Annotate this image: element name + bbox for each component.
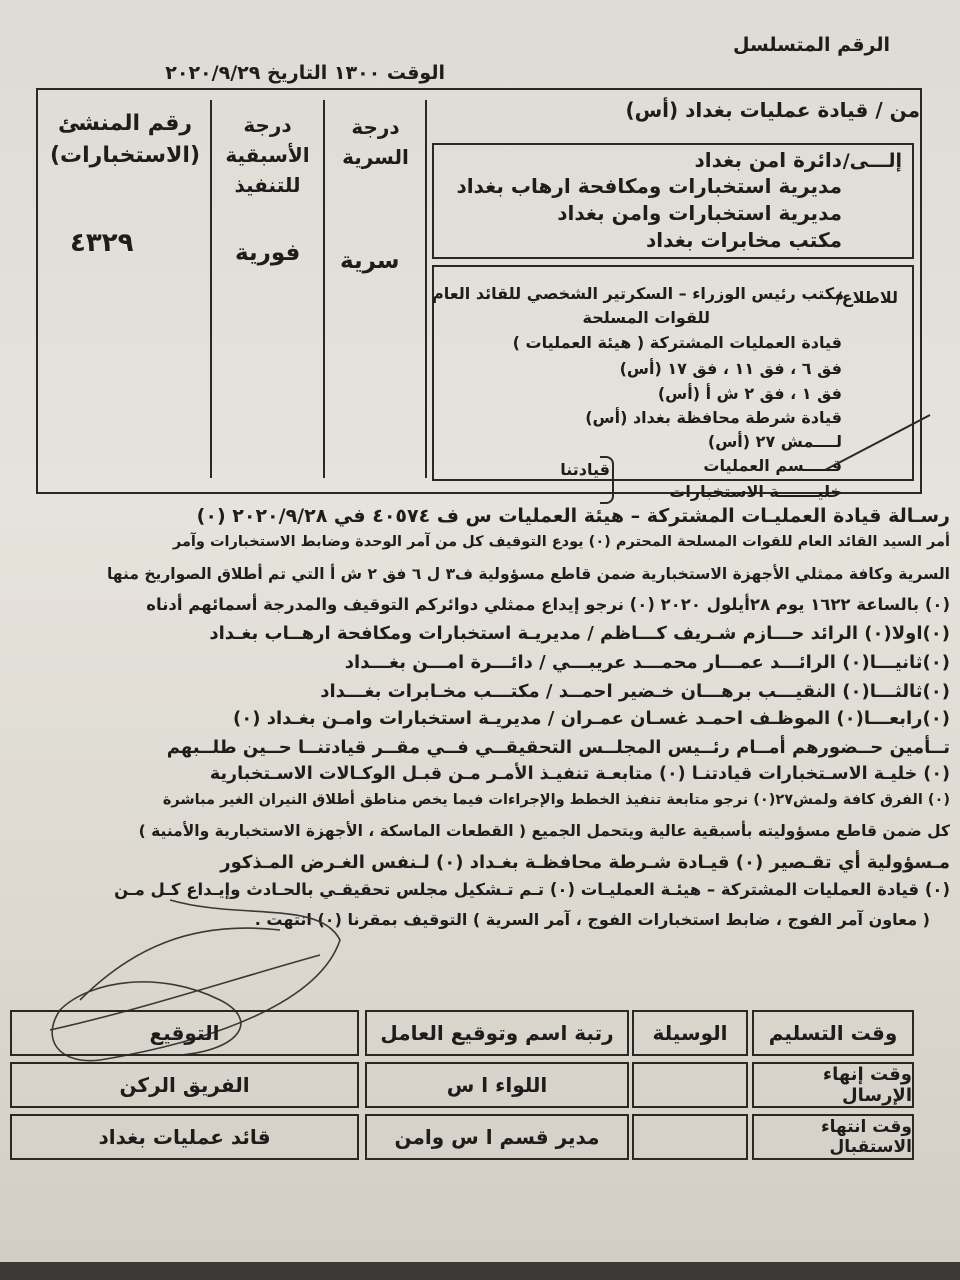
page-shadow xyxy=(0,1262,960,1280)
info-line: قيادة العمليات المشتركة ( هيئة العمليات ) xyxy=(512,333,842,352)
body-line: (٠)ثالثـــا(٠) النقيـــب برهـــان خـضير احمــد / مكتـــب مخـابرات بغـــداد xyxy=(320,681,950,702)
time-date-line: الوقت ١٣٠٠ التاريخ ٢٠٢٠/٩/٢٩ xyxy=(165,62,445,84)
footer-name-left: قائد عمليات بغداد xyxy=(10,1114,359,1160)
body-line: (٠) الفرق كافة ولمش٢٧(٠) نرجو متابعة تنفيذ الخطط والإجراءات فيما يخص مناطق أطلاق النيران الغير مباشرة xyxy=(162,792,950,808)
body-line: تــأمين حــضورهم أمــام رئــيس المجلــس التحقيقــي فــي مقــر قيادتنــا حــين طلــبهم xyxy=(166,737,950,758)
body-line: (٠)ثانيـــا(٠) الرائـــد عمـــار محمـــد عريبـــي / دائـــرة امـــن بغـــداد xyxy=(344,652,950,673)
sender-line: من / قيادة عمليات بغداد (أس) xyxy=(625,98,920,122)
footer-delivery-time: وقت التسليم xyxy=(752,1010,914,1056)
branch-operations: قـــــسم العمليات xyxy=(703,456,842,475)
info-line: قيادة شرطة محافظة بغداد (أس) xyxy=(585,408,842,427)
body-line: (٠)رابعـــا(٠) الموظـف احمـد غسـان عمـران / مديريـة استخبارات وامـن بغـداد (٠) xyxy=(233,708,950,729)
info-label: للاطلاع/ xyxy=(835,288,898,307)
footer-means-empty-2 xyxy=(632,1114,748,1160)
serial-number-label: الرقم المتسلسل xyxy=(733,34,890,56)
body-line: أمر السيد القائد العام للقوات المسلحة المحترم (٠) يودع التوقيف كل من آمر الوحدة وضابط الاستخبارات وآمر xyxy=(172,534,950,550)
info-line: للقوات المسلحة xyxy=(582,308,710,327)
recipient-line: مديرية استخبارات ومكافحة ارهاب بغداد xyxy=(456,174,842,198)
footer-operator: رتبة اسم وتوقيع العامل xyxy=(365,1010,629,1056)
info-line: لــــمش ٢٧ (أس) xyxy=(707,432,842,451)
info-line: فق ١ ، فق ٢ ش أ (أس) xyxy=(657,384,842,403)
footer-rank-left: الفريق الركن xyxy=(10,1062,359,1108)
footer-name-mid: مدير قسم ا س وامن xyxy=(365,1114,629,1160)
recipient-line: مكتب مخابرات بغداد xyxy=(646,228,842,252)
footer-means: الوسيلة xyxy=(632,1010,748,1056)
info-line: فق ٦ ، فق ١١ ، فق ١٧ (أس) xyxy=(619,359,842,378)
footer-rank-mid: اللواء ا س xyxy=(365,1062,629,1108)
body-line: كل ضمن قاطع مسؤوليته بأسبقية عالية ويتحمل الجميع ( القطعات الماسكة ، الأجهزة الاستخبارية والأمنية ) xyxy=(138,822,950,840)
recipient-line: دائرة امن بغداد xyxy=(694,148,842,172)
footer-send-end: وقت إنهاء الإرسال xyxy=(752,1062,914,1108)
bracket xyxy=(600,456,614,504)
body-line: رسـالة قيادة العمليـات المشتركة – هيئة العمليات س ف ٤٠٥٧٤ في ٢٠٢٠/٩/٢٨ (٠) xyxy=(196,505,950,527)
pen-stroke xyxy=(820,400,940,480)
secrecy-value: سرية xyxy=(340,248,400,274)
body-line: (٠)اولا(٠) الرائد حـــازم شـريف كـــاظم / مديريـة استخبارات ومكافحة ارهــاب بغـداد xyxy=(209,623,950,644)
origin-number-header: رقم المنشئ (الاستخبارات) xyxy=(49,111,201,168)
priority-header: درجة الأسبقية للتنفيذ xyxy=(225,113,310,197)
body-line: السرية وكافة ممثلي الأجهزة الاستخبارية ضمن قاطع مسؤولية ف٣ ل ٦ فق ٢ ش أ التي تم أطلاق الصواريخ منها xyxy=(106,565,950,583)
body-line: (٠) خليـة الاسـتخبارات قيادتنـا (٠) متابعـة تنفيـذ الأمـر مـن قبـل الوكـالات الاسـتخبارية xyxy=(209,764,950,784)
body-line: (٠) بالساعة ١٦٢٢ يوم ٢٨أيلول ٢٠٢٠ (٠) نرجو إيداع ممثلي دوائركم التوقيف والمدرجة أسمائهم أدناه xyxy=(146,595,950,614)
body-line: (٠) قيادة العمليات المشتركة – هيئـة العمليـات (٠) تـم تـشكيل مجلس تحقيقـي بالحـادث وإيـداع كـل مـن xyxy=(114,880,950,899)
footer-means-empty xyxy=(632,1062,748,1108)
info-line: مكتب رئيس الوزراء – السكرتير الشخصي للقائد العام xyxy=(432,284,844,303)
branch-our-command: قيادتنا xyxy=(560,460,610,479)
secrecy-header: درجة السرية xyxy=(342,115,409,169)
priority-value: فورية xyxy=(235,240,301,266)
branch-intelligence: خليـــــــة الاستخبارات xyxy=(669,482,842,501)
to-label: إلـــى/ xyxy=(842,150,902,172)
recipient-line: مديرية استخبارات وامن بغداد xyxy=(557,201,842,225)
footer-signature: التوقيع xyxy=(10,1010,359,1056)
body-line: ( معاون آمر الفوج ، ضابط استخبارات الفوج ، آمر السرية ) التوقيف بمقرنا (٠) انتهت . xyxy=(254,910,930,929)
origin-number-value: ٤٣٢٩ xyxy=(70,228,134,258)
footer-receive-end: وقت انتهاء الاستقبال xyxy=(752,1114,914,1160)
body-line: مـسؤولية أي تقـصير (٠) قيـادة شـرطة محافظـة بغـداد (٠) لـنفس الغـرض المـذكور xyxy=(220,852,950,873)
